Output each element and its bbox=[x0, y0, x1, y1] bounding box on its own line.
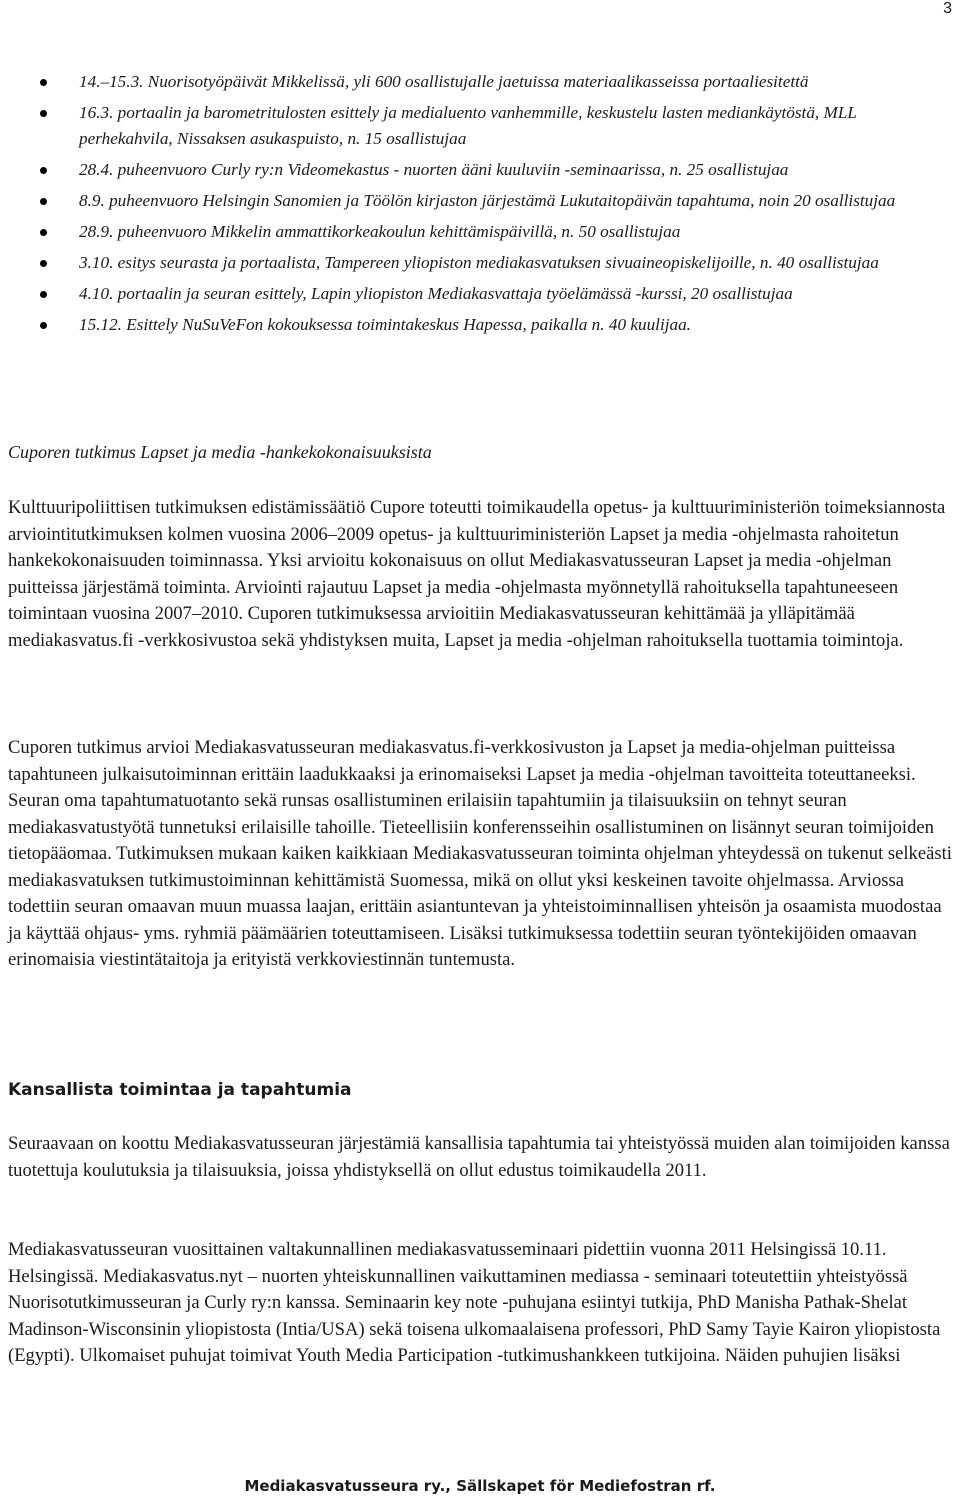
list-item bbox=[0, 100, 960, 152]
list-item bbox=[0, 157, 960, 183]
bullet-icon bbox=[40, 110, 47, 117]
list-item-text: 15.12. Esittely NuSuVeFon kokouksessa toimintakeskus Hapessa, paikalla n. 40 kuulijaa. bbox=[79, 315, 691, 334]
bullet-icon bbox=[40, 167, 47, 174]
bullet-icon bbox=[40, 291, 47, 298]
list-item bbox=[0, 69, 960, 95]
national-activities-heading: Kansallista toimintaa ja tapahtumia bbox=[8, 1080, 352, 1100]
list-item-text: 28.4. puheenvuoro Curly ry:n Videomekastus - nuorten ääni kuuluviin -seminaarissa, n. 25 osallistujaa bbox=[79, 160, 789, 179]
list-item-text: 14.–15.3. Nuorisotyöpäivät Mikkelissä, yli 600 osallistujalle jaetuissa materiaalikasseissa portaaliesitettä bbox=[79, 72, 809, 91]
event-bullet-list bbox=[0, 69, 960, 343]
bullet-icon bbox=[40, 79, 47, 86]
national-activities-paragraph-2: Mediakasvatusseuran vuosittainen valtakunnallinen mediakasvatusseminaari pidettiin vuonna 2011 Helsingissä 10.11. Helsingissä. Mediakasvatus.nyt – nuorten yhteiskunnallinen vaikuttaminen mediassa - seminaari toteutettiin yhteistyössä Nuorisotutkimusseuran ja Curly ry:n kanssa. Seminaarin key note -puhujana esiintyi tutkija, PhD Manisha Pathak-Shelat Madinson-Wisconsinin yliopistosta (Intia/USA) sekä toisena ulkomaalaisena professori, PhD Samy Tayie Kairon yliopistosta (Egypti). Ulkomaiset puhujat toimivat Youth Media Participation -tutkimushankkeen tutkijoina. Näiden puhujien lisäksi bbox=[8, 1239, 941, 1366]
list-item-text: 28.9. puheenvuoro Mikkelin ammattikorkeakoulun kehittämispäivillä, n. 50 osallistujaa bbox=[79, 222, 681, 241]
list-item-text: 16.3. portaalin ja barometritulosten esittely ja medialuento vanhemmille, keskustelu lasten mediankäytöstä, MLL perhekahvila, Nissaksen asukaspuisto, n. 15 osallistujaa bbox=[79, 103, 857, 148]
cupore-paragraph-2: Cuporen tutkimus arvioi Mediakasvatusseuran mediakasvatus.fi-verkkosivuston ja Lapset ja media-ohjelman puitteissa tapahtuneen julkaisutoiminnan erittäin laadukkaaksi ja erinomaiseksi Lapset ja media -ohjelman tavoitteita toteuttaneeksi. Seuran oma tapahtumatuotanto sekä runsas osallistuminen erilaisiin tapahtumiin ja tilaisuuksiin on tehnyt seuran mediakasvatustyötä tunnetuksi erilaisille tahoille. Tieteellisiin konferensseihin osallistuminen on lisännyt seuran toimijoiden tietopääomaa. Tutkimuksen mukaan kaiken kaikkiaan Mediakasvatusseuran toiminta ohjelman yhteydessä on tukenut selkeästi mediakasvatuksen tutkimustoiminnan kehittämistä Suomessa, mikä on ollut yksi keskeinen tavoite ohjelmassa. Arviossa todettiin seuran omaavan muun muassa laajan, erittäin asiantuntevan ja yhteistoiminnallisen yhteisön ja osaamista muodostaa ja käyttää ohjaus- yms. ryhmiä päämäärien toteuttamiseen. Lisäksi tutkimuksessa todettiin seuran työntekijöiden omaavan erinomaisia viestintätaitoja ja erityistä verkkoviestinnän tuntemusta. bbox=[8, 737, 952, 970]
list-item-text: 8.9. puheenvuoro Helsingin Sanomien ja Töölön kirjaston järjestämä Lukutaitopäivän tapahtuma, noin 20 osallistujaa bbox=[79, 191, 896, 210]
list-item bbox=[0, 219, 960, 245]
bullet-icon bbox=[40, 322, 47, 329]
bullet-icon bbox=[40, 260, 47, 267]
national-activities-paragraph-1: Seuraavaan on koottu Mediakasvatusseuran järjestämiä kansallisia tapahtumia tai yhteistyössä muiden alan toimijoiden kanssa tuotettuja koulutuksia ja tilaisuuksia, joissa yhdistyksellä on ollut edustus toimikaudella 2011. bbox=[8, 1133, 950, 1181]
list-item bbox=[0, 188, 960, 214]
page-number: 3 bbox=[943, 0, 952, 17]
list-item-text: 4.10. portaalin ja seuran esittely, Lapin yliopiston Mediakasvattaja työelämässä -kurssi, 20 osallistujaa bbox=[79, 284, 793, 303]
list-item-text: 3.10. esitys seurasta ja portaalista, Tampereen yliopiston mediakasvatuksen sivuaineopiskelijoille, n. 40 osallistujaa bbox=[79, 253, 879, 272]
page-footer: Mediakasvatusseura ry., Sällskapet för Mediefostran rf. bbox=[244, 1477, 716, 1495]
list-item bbox=[0, 312, 960, 338]
cupore-paragraph-1: Kulttuuripoliittisen tutkimuksen edistämissäätiö Cupore toteutti toimikaudella opetus- ja kulttuuriministeriön toimeksiannosta arviointitutkimuksen kolmen vuosina 2006–2009 opetus- ja kulttuuriministeriön Lapset ja media -ohjelmasta rahoitetun hankekokonaisuuden toiminnassa. Yksi arvioitu kokonaisuus on ollut Mediakasvatusseuran Lapset ja media -ohjelman puitteissa järjestämä toiminta. Arviointi rajautuu Lapset ja media -ohjelmasta myönnetyllä rahoituksella tapahtuneeseen toimintaan vuosina 2007–2010. Cuporen tutkimuksessa arvioitiin Mediakasvatusseuran kehittämää ja ylläpitämää mediakasvatus.fi -verkkosivustoa sekä yhdistyksen muita, Lapset ja media -ohjelman rahoituksella tuottamia toimintoja. bbox=[8, 497, 946, 651]
bullet-icon bbox=[40, 198, 47, 205]
list-item bbox=[0, 250, 960, 276]
list-item bbox=[0, 281, 960, 307]
cupore-section-heading: Cuporen tutkimus Lapset ja media -hankekokonaisuuksista bbox=[8, 442, 432, 462]
bullet-icon bbox=[40, 229, 47, 236]
